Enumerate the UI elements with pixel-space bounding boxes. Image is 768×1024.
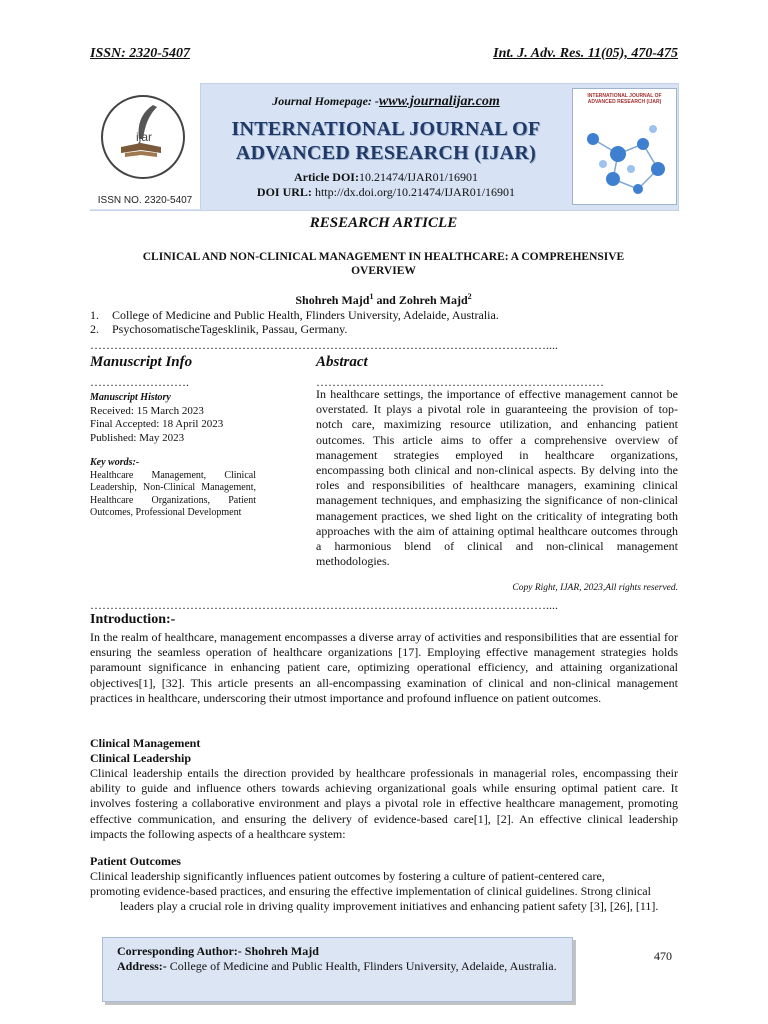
doi-url-link[interactable]: http://dx.doi.org/10.21474/IJAR01/16901	[314, 185, 516, 199]
homepage-link[interactable]: www.journalijar.com	[378, 94, 500, 109]
separator-dots: ……………………………………………………………………………………………………....	[90, 338, 558, 352]
doi-value: 10.21474/IJAR01/16901	[358, 170, 478, 184]
manuscript-info-heading: Manuscript Info	[90, 354, 193, 370]
accepted-date: Final Accepted: 18 April 2023	[90, 418, 224, 430]
manuscript-info: Manuscript Info ……………………. Manuscript History Received: 15 March 2023 Final Accepted: 18 April 2023 Published: May 2023 Key words:- Healthcare Management, Clinical Leadership, Non-Clinical Management, Healthcare Organizations, Patient Outcomes, Professional Development	[90, 354, 256, 518]
abstract-text: In healthcare settings, the importance of effective management cannot be overstated. It plays a pivotal role in guaranteeing the provision of top-notch care, maximizing resource utilization, and enhancing patient outcomes. This article aims to offer a comprehensive overview of management strategies employed in healthcare organizations, encompassing both clinical and non-clinical aspects. By delving into the roles and responsibilities of healthcare managers, examining clinical management techniques, and emphasizing the significance of non-clinical management practices, we shed light on the criticality of integrating both approaches with the aim of attaining optimal healthcare outcomes through a harmonious blend of clinical and non-clinical management methodologies.	[316, 387, 678, 569]
corresponding-author-box	[102, 937, 573, 1002]
logo-seal-icon	[101, 95, 185, 179]
journal-cover-image: INTERNATIONAL JOURNAL OF ADVANCED RESEARCH (IJAR)	[572, 88, 677, 205]
journal-title: INTERNATIONAL JOURNAL OF ADVANCED RESEARCH (IJAR)	[231, 118, 541, 164]
abstract-header: Abstract ………………………………………………………………	[316, 354, 678, 390]
published-date: Published: May 2023	[90, 431, 185, 444]
corresponding-author: Corresponding Author:- Shohreh Majd	[117, 944, 319, 958]
clinical-leadership-heading: Clinical Leadership	[90, 751, 192, 765]
keywords: Healthcare Management, Clinical Leadership, Non-Clinical Management, Healthcare Organizations, Patient Outcomes, Professional Development	[90, 469, 256, 518]
received-date: Received: 15 March 2023	[90, 404, 204, 417]
paper-title: CLINICAL AND NON-CLINICAL MANAGEMENT IN HEALTHCARE: A COMPREHENSIVE OVERVIEW	[142, 251, 625, 277]
citation: Int. J. Adv. Res. 11(05), 470-475	[493, 46, 678, 61]
keywords-label: Key words:-	[90, 457, 140, 468]
journal-homepage: Journal Homepage: -www.journalijar.com	[272, 94, 500, 109]
corresponding-address: Address:- College of Medicine and Public Health, Flinders University, Adelaide, Australia.	[117, 958, 557, 973]
manuscript-history-label: Manuscript History	[90, 392, 171, 403]
copyright: Copy Right, IJAR, 2023,All rights reserved.	[512, 583, 678, 593]
patient-outcomes-paragraph: Clinical leadership significantly influences patient outcomes by fostering a culture of patient-centered care, promoting evidence-based practices, and ensuring the effective implementation of clinical guidelines. Strong clinical leaders play a crucial role in driving quality improvement initiatives and enhancing patient safety [3], [26], [11].	[90, 869, 659, 914]
introduction-paragraph: In the realm of healthcare, management encompasses a diverse array of activities and responsibilities that are essential for ensuring the seamless operation of healthcare organizations [17]. Employing effective management strategies holds paramount significance in enhancing patient care, optimizing operational efficiency, and attaining organizational objectives[1], [32]. This article presents an all-encompassing examination of clinical and non-clinical management practices in healthcare, underscoring their utmost importance and profound influence on patient outcomes.	[90, 630, 678, 705]
running-header	[90, 46, 678, 62]
page-number: 470	[654, 949, 672, 963]
abstract-heading: Abstract	[316, 354, 368, 370]
molecule-icon	[573, 89, 676, 204]
affiliation-item: 2. PsychosomatischeTagesklinik, Passau, Germany.	[90, 322, 348, 336]
clinical-management-heading: Clinical Management	[90, 736, 201, 750]
journal-logo	[90, 83, 201, 209]
authors: Shohreh Majd$^1$ and Zohreh Majd$^2$	[295, 292, 472, 307]
clinical-leadership-paragraph: Clinical leadership entails the direction provided by healthcare professionals in managerial roles, encompassing their ability to guide and influence others towards achieving organizational goals while ensuring optimal patient care. It involves fostering a collaborative environment and plays a pivotal role in effective healthcare management, promoting effective communication, and ensuring the delivery of evidence-based care[1], [2]. An effective clinical leadership impacts the following aspects of a healthcare system:	[90, 766, 678, 841]
logo-issn: ISSN NO. 2320-5407	[97, 195, 193, 206]
logo-mini-text: ijar	[136, 130, 153, 144]
doi-block: Article DOI:10.21474/IJAR01/16901 DOI URL: http://dx.doi.org/10.21474/IJAR01/16901	[256, 170, 516, 199]
patient-outcomes-heading: Patient Outcomes	[90, 854, 181, 868]
separator-dots: ……………………………………………………………………………………………………....	[90, 598, 558, 612]
introduction-heading: Introduction:-	[90, 612, 176, 627]
issn: ISSN: 2320-5407	[90, 46, 190, 61]
article-type: RESEARCH ARTICLE	[309, 215, 458, 231]
affiliations	[90, 308, 499, 336]
affiliation-item: 1. College of Medicine and Public Health, Flinders University, Adelaide, Australia.	[90, 308, 499, 322]
